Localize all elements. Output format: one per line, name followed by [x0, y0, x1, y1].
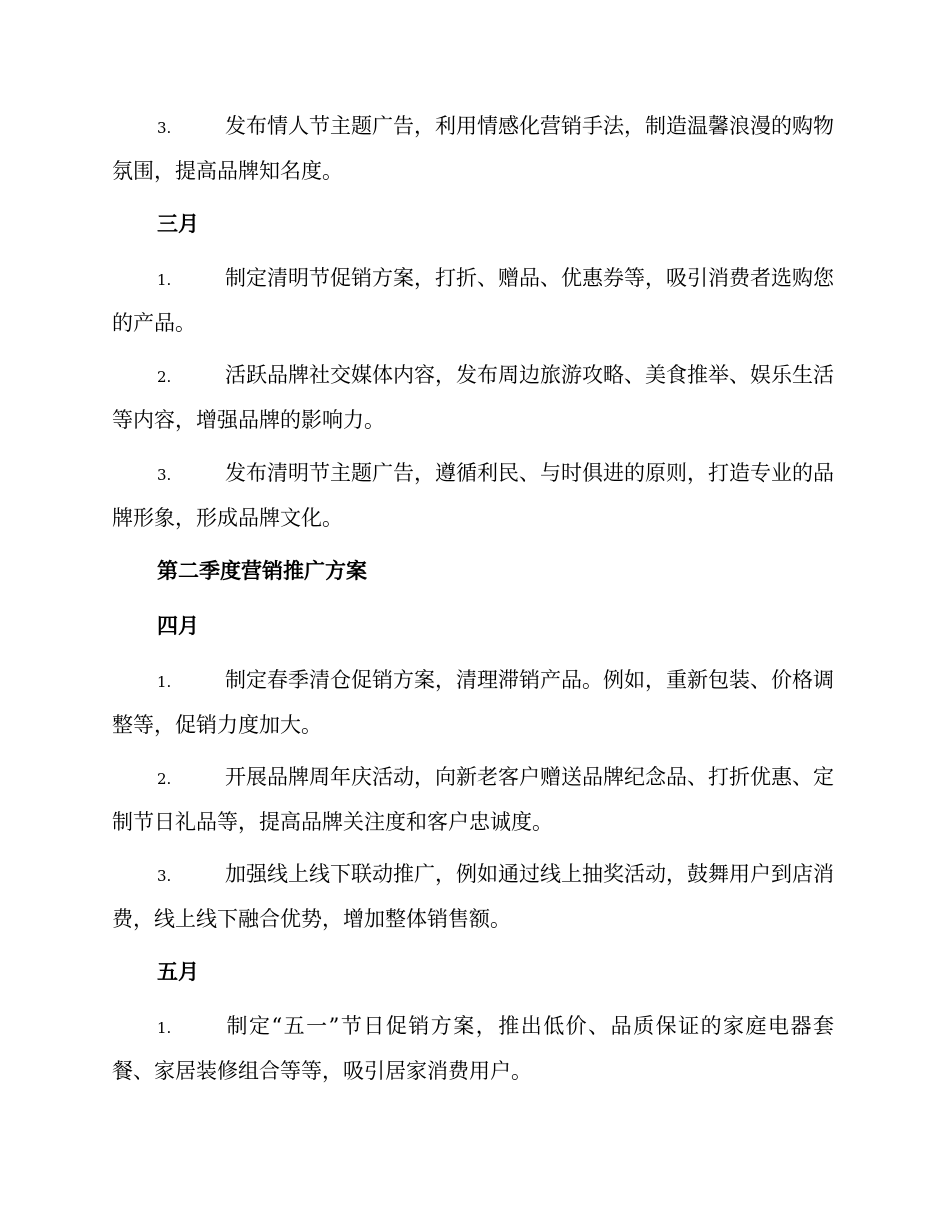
- item-text: 加强线上线下联动推广，例如通过线上抽奖活动，鼓舞用户到店消费，线上线下融合优势，增加整体销售额。: [112, 862, 834, 931]
- paragraph: [112, 756, 834, 844]
- item-text: 开展品牌周年庆活动，向新老客户赠送品牌纪念品、打折优惠、定制节日礼品等，提高品牌关注度和客户忠诚度。: [112, 765, 834, 834]
- section-heading: 五月: [157, 959, 199, 984]
- item-number: 3.: [157, 466, 172, 484]
- paragraph: [112, 257, 834, 345]
- item-number: 1.: [157, 1019, 172, 1037]
- paragraph: [112, 1005, 834, 1093]
- list-item: [112, 853, 834, 941]
- list-item: [112, 354, 834, 442]
- list-item: [112, 659, 834, 747]
- item-number: 2.: [157, 368, 172, 386]
- item-number: 3.: [157, 119, 172, 137]
- paragraph: [112, 452, 834, 540]
- item-text: 发布清明节主题广告，遵循利民、与时俱进的原则，打造专业的品牌形象，形成品牌文化。: [112, 461, 834, 530]
- list-item: [112, 756, 834, 844]
- list-item: [112, 1005, 834, 1093]
- item-text: 制定春季清仓促销方案，清理滞销产品。例如，重新包装、价格调整等，促销力度加大。: [112, 668, 834, 737]
- paragraph: [112, 105, 834, 193]
- paragraph: [112, 659, 834, 747]
- paragraph: [112, 354, 834, 442]
- item-number: 1.: [157, 271, 172, 289]
- section-heading: 四月: [157, 613, 199, 638]
- item-number: 2.: [157, 770, 172, 788]
- item-text: 活跃品牌社交媒体内容，发布周边旅游攻略、美食推举、娱乐生活等内容，增强品牌的影响力。: [112, 363, 834, 432]
- list-item: [112, 452, 834, 540]
- paragraph: [112, 853, 834, 941]
- item-number: 3.: [157, 867, 172, 885]
- item-text: 制定“五一”节日促销方案，推出低价、品质保证的家庭电器套餐、家居装修组合等等，吸引居家消费用户。: [112, 1014, 834, 1083]
- section-heading: 三月: [157, 211, 199, 236]
- list-item: [112, 105, 834, 193]
- list-item: [112, 257, 834, 345]
- section-heading: 第二季度营销推广方案: [157, 558, 367, 583]
- item-text: 制定清明节促销方案，打折、赠品、优惠券等，吸引消费者选购您的产品。: [112, 266, 834, 335]
- item-text: 发布情人节主题广告，利用情感化营销手法，制造温馨浪漫的购物氛围，提高品牌知名度。: [112, 114, 834, 183]
- item-number: 1.: [157, 673, 172, 691]
